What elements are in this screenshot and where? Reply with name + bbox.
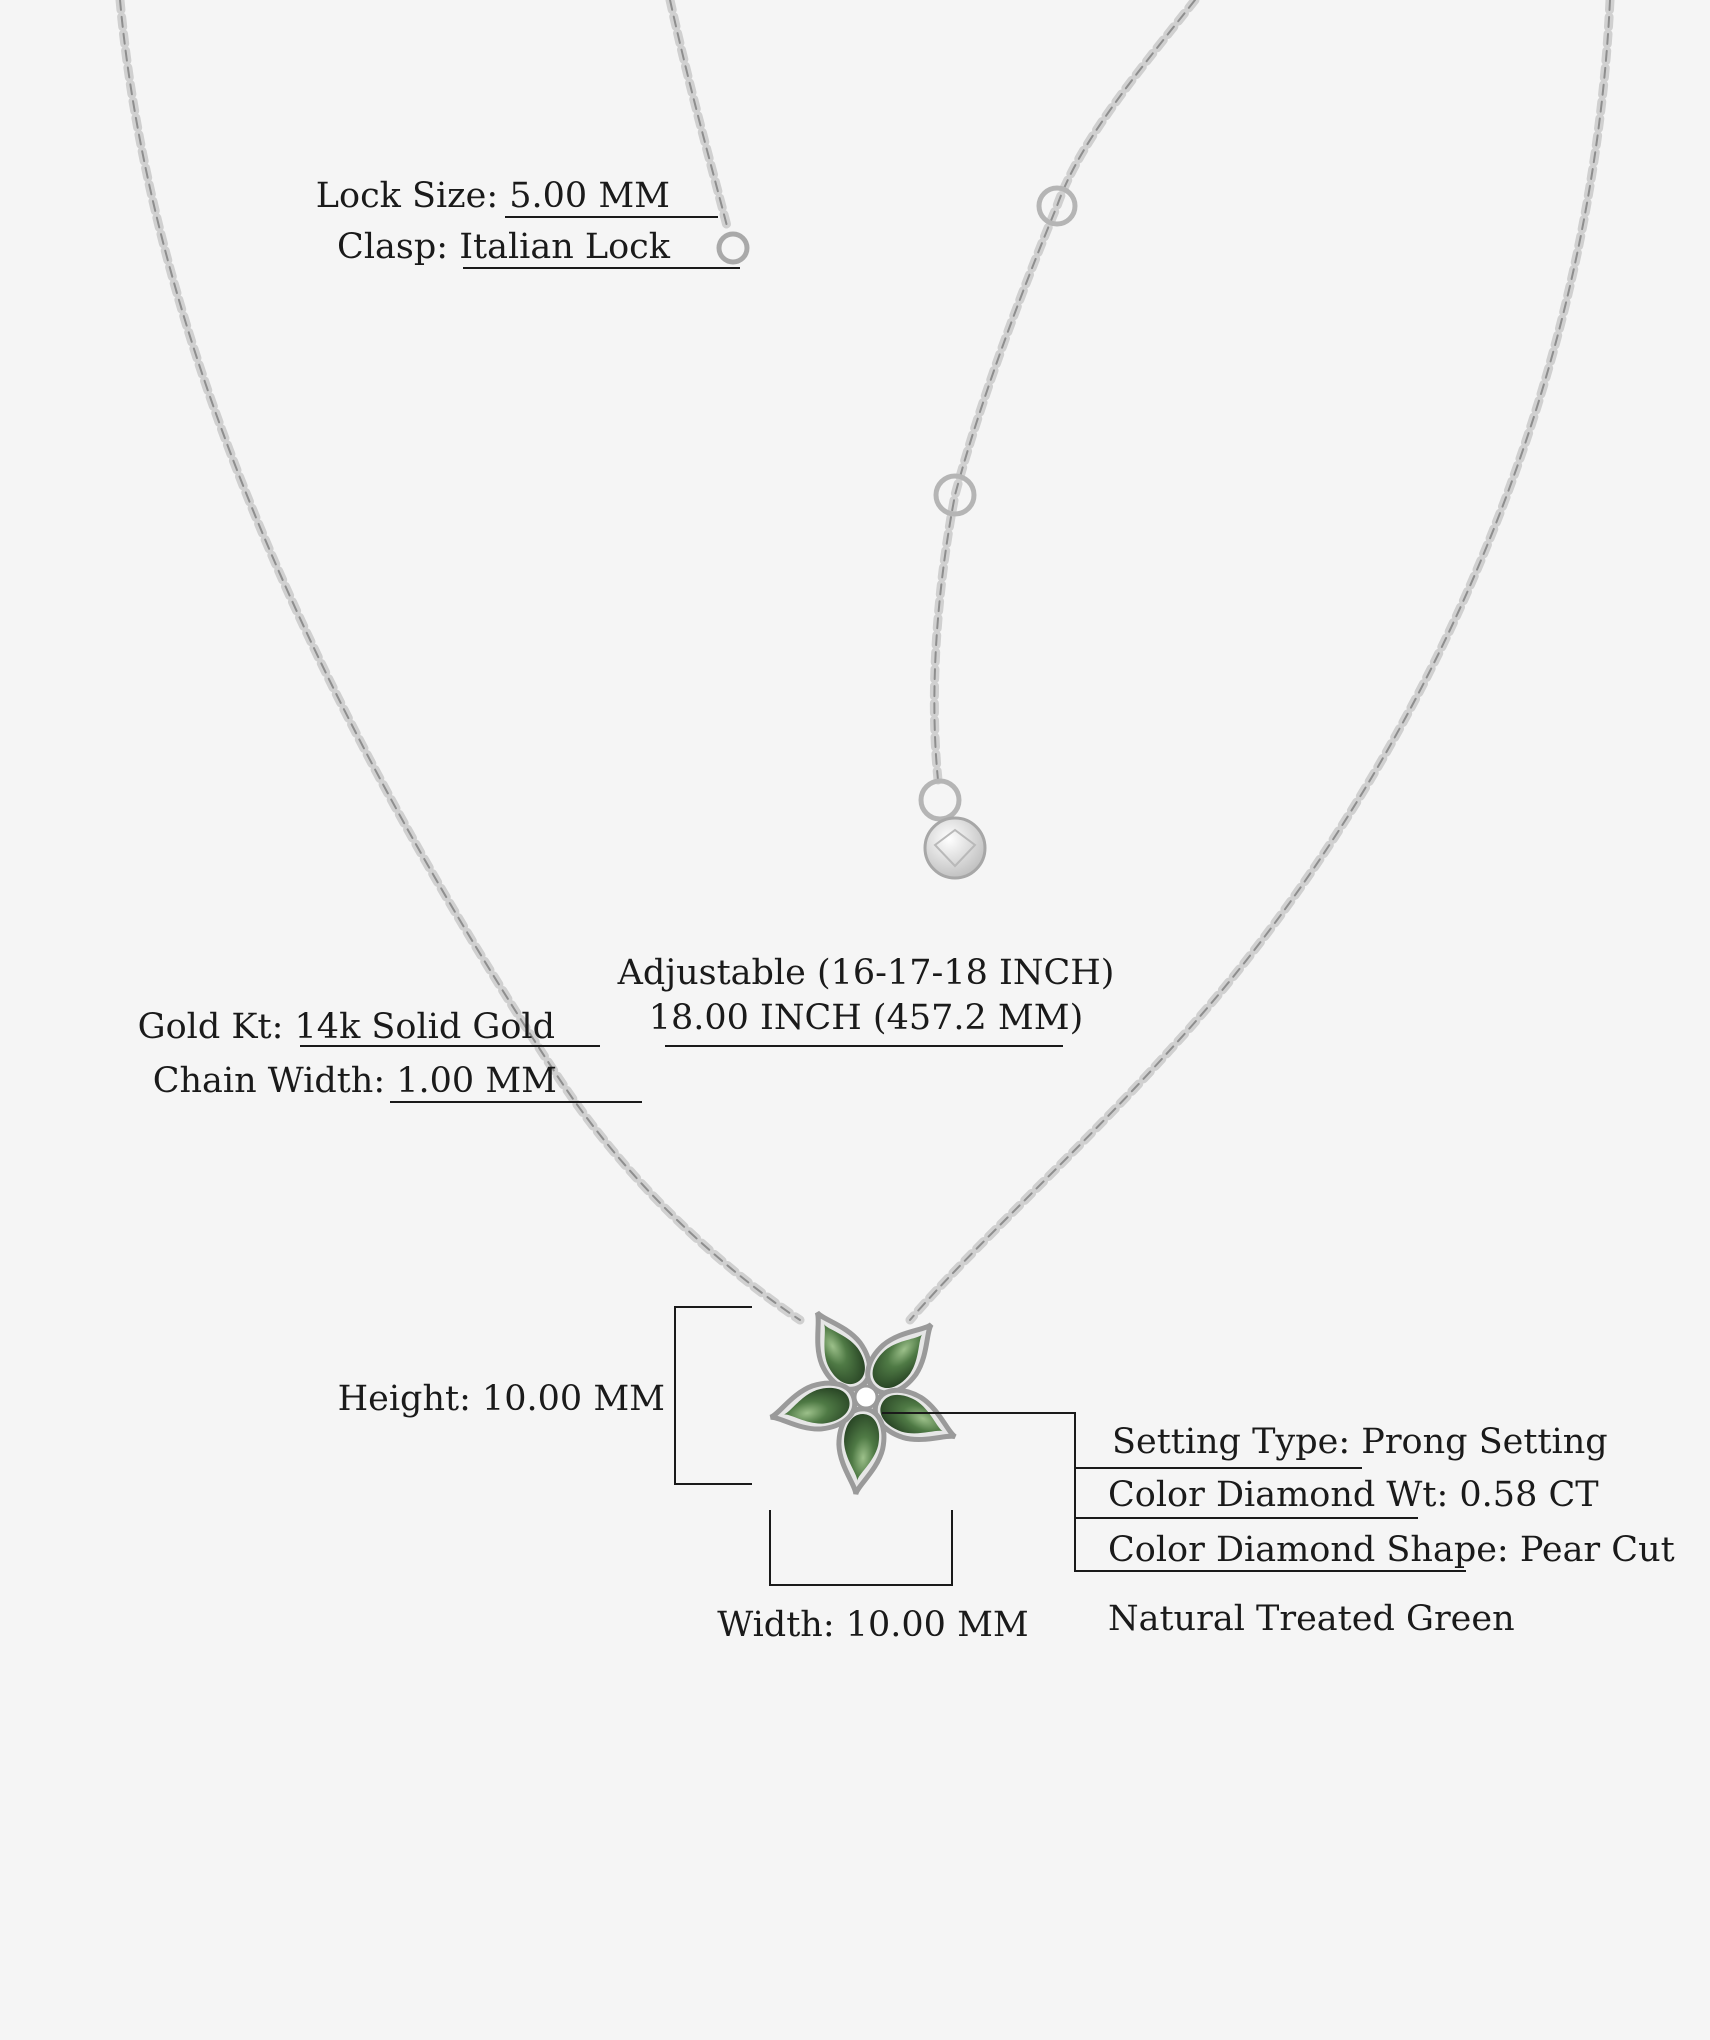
lock-size-spec [316, 175, 670, 217]
height-value: 10.00 MM [482, 1379, 665, 1419]
color-diamond-wt-label: Color Diamond Wt: [1108, 1475, 1449, 1515]
stone-note-text: Natural Treated Green [1108, 1599, 1515, 1639]
height-label: Height: [337, 1379, 471, 1419]
center-diamond [855, 1386, 877, 1408]
chain-right-strand [910, 0, 1610, 1320]
extender-chain [934, 0, 1195, 780]
chain-right-strand-shade [910, 0, 1610, 1320]
lock-size-value: 5.00 MM [509, 176, 670, 216]
setting-type-spec [1112, 1421, 1608, 1463]
length-spec [610, 997, 1122, 1039]
length-adjustable-text: Adjustable (16-17-18 INCH) [617, 953, 1115, 993]
lock-ring [719, 234, 747, 262]
width-label: Width: [717, 1605, 835, 1645]
width-value: 10.00 MM [845, 1605, 1029, 1645]
length-adjustable [585, 952, 1147, 994]
chain-width-spec [153, 1060, 557, 1102]
extender-disc [925, 818, 985, 878]
height-spec [338, 1378, 665, 1420]
clasp-spec [337, 226, 670, 268]
setting-type-label: Setting Type: [1112, 1422, 1351, 1462]
gold-kt-value: 14k Solid Gold [294, 1007, 555, 1047]
width-spec [700, 1604, 1046, 1646]
flower-pendant [766, 1301, 965, 1497]
setting-type-value: Prong Setting [1361, 1422, 1608, 1462]
width-bracket [770, 1510, 952, 1585]
clasp-label: Clasp: [337, 227, 449, 267]
gold-kt-label: Gold Kt: [137, 1007, 284, 1047]
color-diamond-shape-label: Color Diamond Shape: [1108, 1530, 1509, 1570]
extender-ring-bottom [921, 781, 959, 819]
color-diamond-shape-spec [1108, 1529, 1675, 1571]
lock-size-label: Lock Size: [315, 176, 499, 216]
stone-note [1108, 1598, 1515, 1640]
height-bracket [675, 1307, 752, 1484]
color-diamond-wt-spec [1108, 1474, 1599, 1516]
color-diamond-shape-value: Pear Cut [1519, 1530, 1675, 1570]
gold-kt-spec [138, 1006, 555, 1048]
length-text: 18.00 INCH (457.2 MM) [648, 998, 1084, 1038]
extender-chain-shade [934, 0, 1195, 780]
chain-width-value: 1.00 MM [396, 1061, 557, 1101]
chain-width-label: Chain Width: [152, 1061, 386, 1101]
color-diamond-wt-value: 0.58 CT [1459, 1475, 1599, 1515]
clasp-value: Italian Lock [459, 227, 670, 267]
